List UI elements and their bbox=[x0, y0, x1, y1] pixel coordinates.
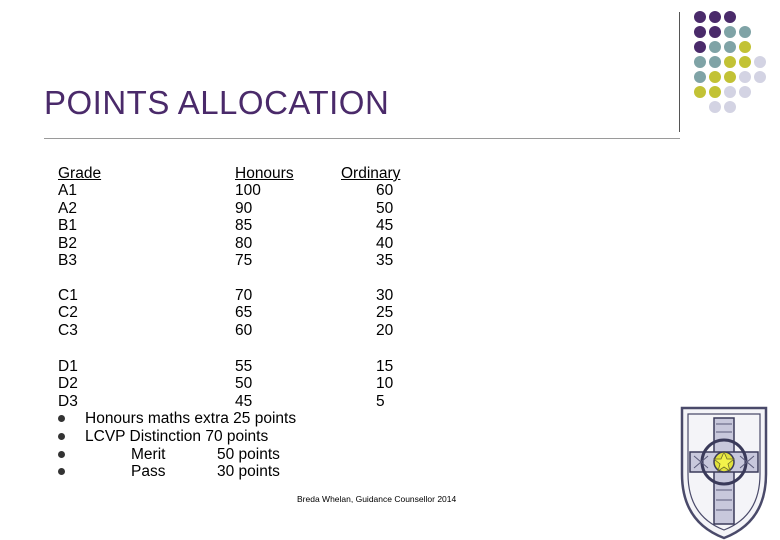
honours-b2: 80 bbox=[235, 235, 253, 252]
decorative-dot-icon bbox=[739, 86, 751, 98]
honours-b1: 85 bbox=[235, 217, 253, 234]
decorative-dot-icon bbox=[724, 56, 736, 68]
honours-c3: 60 bbox=[235, 322, 253, 339]
ordinary-d2: 10 bbox=[376, 375, 394, 392]
footer-credit: Breda Whelan, Guidance Counsellor 2014 bbox=[297, 494, 457, 504]
bullet-dot-icon bbox=[58, 468, 65, 475]
grade-d3: D3 bbox=[58, 393, 78, 410]
decorative-dot-icon bbox=[709, 71, 721, 83]
decorative-dot-icon bbox=[754, 56, 766, 68]
honours-d2: 50 bbox=[235, 375, 253, 392]
decorative-dot-icon bbox=[709, 56, 721, 68]
grade-c3: C3 bbox=[58, 322, 78, 339]
decorative-dot-icon bbox=[694, 26, 706, 38]
decorative-dot-icon bbox=[694, 56, 706, 68]
ordinary-d3: 5 bbox=[376, 393, 385, 410]
bullet-text: LCVP Distinction 70 points bbox=[85, 428, 269, 445]
honours-a1: 100 bbox=[235, 182, 261, 199]
bullet-pass bbox=[58, 463, 358, 481]
decorative-dot-icon bbox=[739, 56, 751, 68]
honours-d1: 55 bbox=[235, 358, 253, 375]
decorative-dot-icon bbox=[694, 71, 706, 83]
ordinary-c3: 20 bbox=[376, 322, 394, 339]
honours-b3: 75 bbox=[235, 252, 253, 269]
decorative-dot-icon bbox=[694, 86, 706, 98]
grade-a1: A1 bbox=[58, 182, 77, 199]
bullet-label: Merit bbox=[131, 446, 166, 463]
decorative-dot-icon bbox=[709, 11, 721, 23]
bullet-value: 50 points bbox=[217, 446, 280, 463]
bullet-honours-maths bbox=[58, 410, 358, 428]
ordinary-d1: 15 bbox=[376, 358, 394, 375]
bullet-value: 30 points bbox=[217, 463, 280, 480]
decorative-dot-icon bbox=[754, 71, 766, 83]
honours-c1: 70 bbox=[235, 287, 253, 304]
bullet-dot-icon bbox=[58, 415, 65, 422]
ordinary-header: Ordinary bbox=[341, 165, 401, 182]
decorative-dot-icon bbox=[694, 41, 706, 53]
ordinary-a2: 50 bbox=[376, 200, 394, 217]
decorative-dot-icon bbox=[694, 11, 706, 23]
ordinary-b1: 45 bbox=[376, 217, 394, 234]
ordinary-c1: 30 bbox=[376, 287, 394, 304]
grade-d1: D1 bbox=[58, 358, 78, 375]
grade-b1: B1 bbox=[58, 217, 77, 234]
page-title: POINTS ALLOCATION bbox=[44, 84, 390, 121]
grade-b2: B2 bbox=[58, 235, 77, 252]
grade-a2: A2 bbox=[58, 200, 77, 217]
decorative-dot-icon bbox=[709, 101, 721, 113]
ordinary-b2: 40 bbox=[376, 235, 394, 252]
grade-b3: B3 bbox=[58, 252, 77, 269]
honours-d3: 45 bbox=[235, 393, 253, 410]
decorative-dot-icon bbox=[739, 41, 751, 53]
decorative-dots-icon bbox=[694, 11, 780, 121]
decorative-dot-icon bbox=[724, 41, 736, 53]
ordinary-c2: 25 bbox=[376, 304, 394, 321]
decorative-dot-icon bbox=[724, 101, 736, 113]
vertical-divider bbox=[679, 12, 680, 132]
bullet-label: Pass bbox=[131, 463, 166, 480]
grade-c2: C2 bbox=[58, 304, 78, 321]
decorative-dot-icon bbox=[739, 26, 751, 38]
bullet-dot-icon bbox=[58, 433, 65, 440]
grade-header: Grade bbox=[58, 165, 102, 182]
celtic-cross-crest-icon bbox=[674, 404, 774, 540]
honours-header: Honours bbox=[235, 165, 294, 182]
ordinary-b3: 35 bbox=[376, 252, 394, 269]
honours-c2: 65 bbox=[235, 304, 253, 321]
decorative-dot-icon bbox=[724, 71, 736, 83]
bullet-lcvp-distinction bbox=[58, 428, 358, 446]
decorative-dot-icon bbox=[709, 41, 721, 53]
decorative-dot-icon bbox=[709, 86, 721, 98]
bullet-dot-icon bbox=[58, 451, 65, 458]
honours-a2: 90 bbox=[235, 200, 253, 217]
bullet-merit bbox=[58, 446, 358, 464]
ordinary-a1: 60 bbox=[376, 182, 394, 199]
bullet-text: Honours maths extra 25 points bbox=[85, 410, 297, 427]
grade-c1: C1 bbox=[58, 287, 78, 304]
decorative-dot-icon bbox=[724, 86, 736, 98]
decorative-dot-icon bbox=[709, 26, 721, 38]
grade-d2: D2 bbox=[58, 375, 78, 392]
decorative-dot-icon bbox=[724, 26, 736, 38]
decorative-dot-icon bbox=[724, 11, 736, 23]
decorative-dot-icon bbox=[739, 71, 751, 83]
horizontal-divider bbox=[44, 138, 680, 139]
